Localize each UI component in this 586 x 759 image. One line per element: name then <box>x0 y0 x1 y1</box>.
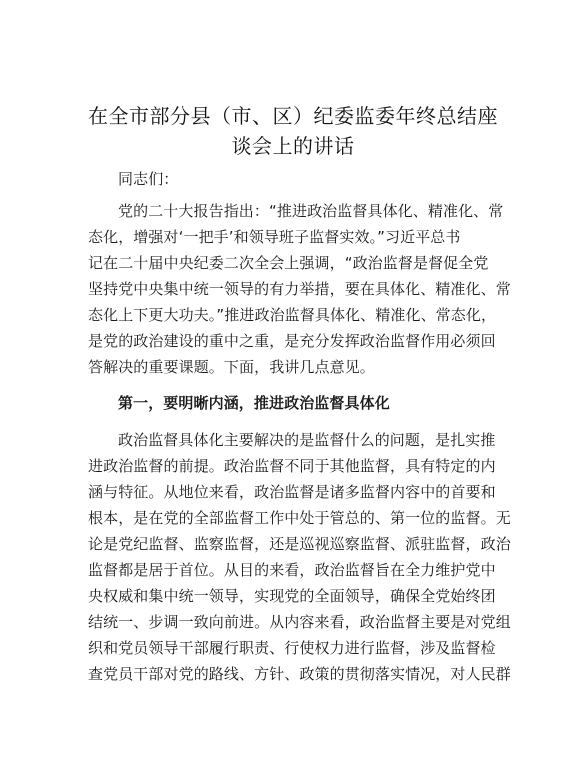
paragraph-1-line: 坚持党中央集中统一领导的有力举措，要在具体化、精准化、常 <box>88 280 511 298</box>
paragraph-2-line: 查党员干部对党的路线、方针、政策的贯彻落实情况，对人民群 <box>88 665 511 683</box>
document-title-line-2: 谈会上的讲话 <box>231 134 355 158</box>
paragraph-2-line: 政治监督具体化主要解决的是监督什么的问题，是扎实推 <box>118 431 496 449</box>
section-1-heading: 第一，要明晰内涵，推进政治监督具体化 <box>118 394 390 412</box>
document-title-line-1: 在全市部分县（市、区）纪委监委年终总结座 <box>88 104 498 128</box>
paragraph-1-line: 记在二十届中央纪委二次全会上强调，“政治监督是督促全党 <box>88 254 489 272</box>
paragraph-1-line: 态化，增强对‘一把手’和领导班子监督实效。”习近平总书 <box>88 228 461 246</box>
paragraph-2-line: 监督都是居于首位。从目的来看，政治监督旨在全力维护党中 <box>88 561 496 579</box>
paragraph-2-line: 织和党员领导干部履行职责、行使权力进行监督，涉及监督检 <box>88 639 496 657</box>
paragraph-2-line: 进政治监督的前提。政治监督不同于其他监督，具有特定的内 <box>88 457 496 475</box>
paragraph-1-line: 党的二十大报告指出：“推进政治监督具体化、精准化、常 <box>118 202 504 220</box>
paragraph-2-line: 央权威和集中统一领导，实现党的全面领导，确保全党始终团 <box>88 587 496 605</box>
paragraph-2-line: 涵与特征。从地位来看，政治监督是诸多监督内容中的首要和 <box>88 483 496 501</box>
paragraph-1-line: 态化上下更大功夫。”推进政治监督具体化、精准化、常态化， <box>88 306 497 324</box>
paragraph-1-line: 是党的政治建设的重中之重，是充分发挥政治监督作用必须回 <box>88 332 496 350</box>
paragraph-2-line: 论是党纪监督、监察监督，还是巡视巡察监督、派驻监督，政治 <box>88 535 511 553</box>
paragraph-1-line: 答解决的重要课题。下面，我讲几点意见。 <box>88 358 375 376</box>
salutation: 同志们： <box>118 170 179 188</box>
paragraph-2-line: 根本，是在党的全部监督工作中处于管总的、第一位的监督。无 <box>88 509 511 527</box>
paragraph-2-line: 结统一、步调一致向前进。从内容来看，政治监督主要是对党组 <box>88 613 511 631</box>
